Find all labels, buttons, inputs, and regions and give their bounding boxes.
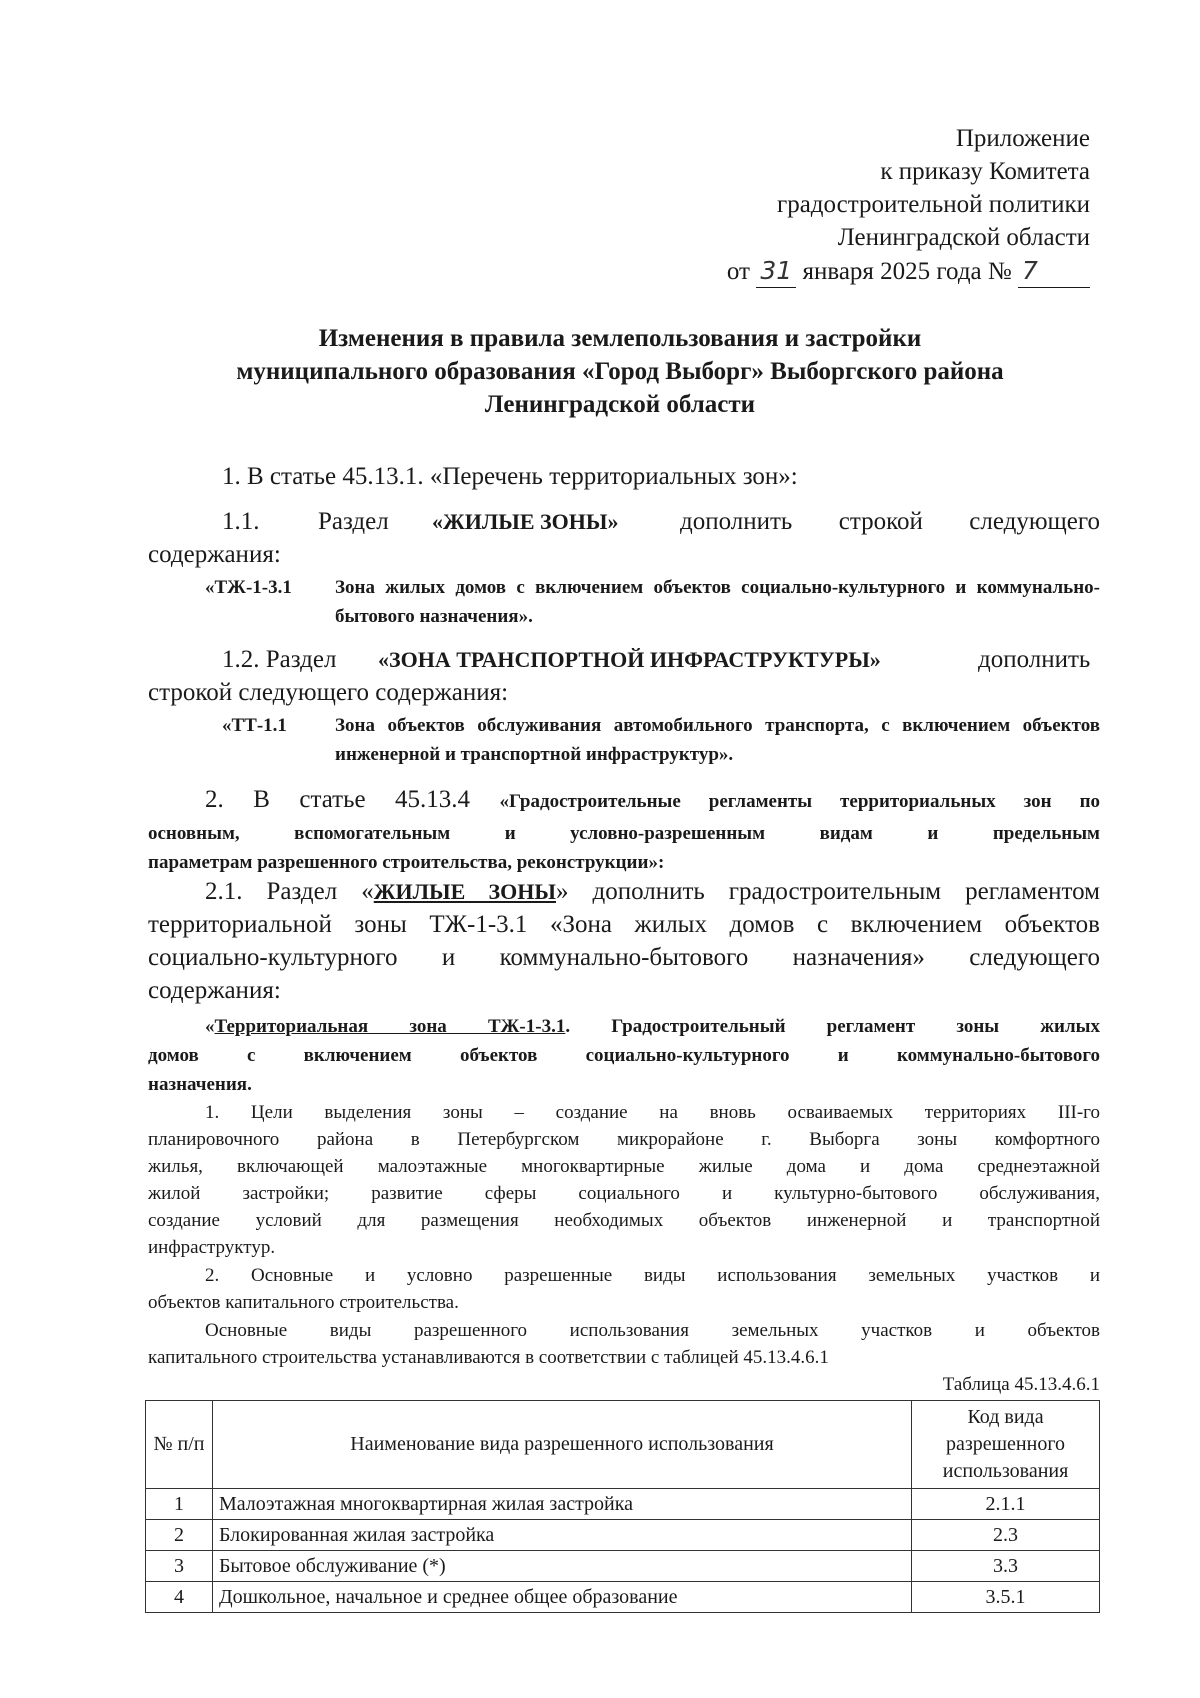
subitem-1-2-rest: дополнить	[978, 646, 1091, 673]
date-prefix: от	[726, 258, 750, 285]
cell-name: Бытовое обслуживание (*)	[212, 1551, 911, 1582]
cell-code: 3.5.1	[912, 1582, 1100, 1613]
cell-number: 3	[146, 1551, 213, 1582]
zone-description: Зона жилых домов с включением объектов социально-культурного и коммунально-бытового назначения».	[335, 577, 1100, 627]
para-1-line: жилья, включающей малоэтажные многоквартирные жилые дома и дома среднеэтажной	[148, 1156, 1100, 1177]
date-rest: января 2025 года №	[802, 258, 1012, 285]
cell-name: Блокированная жилая застройка	[212, 1520, 911, 1551]
para-3-line: Основные виды разрешенного использования земельных участков и объектов	[205, 1320, 1100, 1341]
handwritten-day: 31	[756, 254, 796, 288]
annex-line: Приложение	[955, 125, 1090, 152]
subitem-1-1-rest: дополнить строкой следующего	[680, 508, 1100, 535]
annex-block	[727, 122, 1090, 288]
table-caption: Таблица 45.13.4.6.1	[942, 1374, 1100, 1395]
cell-name: Малоэтажная многоквартирная жилая застройка	[212, 1489, 911, 1520]
para-1-line: планировочного района в Петербургском микрорайоне г. Выборга зоны комфортного	[148, 1129, 1100, 1150]
regulation-heading-line2: домов с включением объектов социально-культурного и коммунально-бытового	[148, 1045, 1100, 1066]
item-2-start: 2. В статье 45.13.4	[205, 786, 471, 813]
regulation-heading-rest: . Градостроительный регламент зоны жилых	[565, 1016, 1100, 1037]
subitem-1-2-line2: строкой следующего содержания:	[148, 679, 509, 706]
zone-entry-tt	[222, 711, 1100, 771]
handwritten-order-number: 7	[1018, 254, 1090, 288]
subitem-2-1-line3: социально-культурного и коммунально-бытового назначения» следующего	[148, 944, 1100, 971]
regulation-zone-name: Территориальная зона ТЖ-1-3.1	[214, 1016, 566, 1037]
zone-entry-tzh	[205, 573, 1100, 633]
title-line: Ленинградской области	[484, 391, 756, 418]
subitem-2-1-post: » дополнить градостроительным регламентом	[555, 878, 1100, 905]
subitem-1-1-word: Раздел	[318, 508, 389, 535]
subitem-2-1-pre: 2.1. Раздел «	[205, 878, 374, 905]
cell-code: 2.3	[912, 1520, 1100, 1551]
annex-line: градостроительной политики	[776, 191, 1090, 218]
item-2-line2: основным, вспомогательным и условно-разрешенным видам и предельным	[148, 823, 1100, 844]
annex-line: к приказу Комитета	[880, 158, 1090, 185]
subitem-2-1-line2: территориальной зоны ТЖ-1-3.1 «Зона жилых домов с включением объектов	[148, 911, 1100, 938]
table-row	[146, 1551, 1100, 1582]
subitem-1-2-start: 1.2. Раздел	[222, 646, 337, 673]
cell-number: 2	[146, 1520, 213, 1551]
subitem-2-1-zone: ЖИЛЫЕ ЗОНЫ	[373, 879, 556, 904]
item-2-line3: параметрам разрешенного строительства, реконструкции»:	[148, 852, 665, 873]
regulation-heading-line3: назначения.	[148, 1074, 252, 1095]
item-2-bold-start: «Градостроительные регламенты территориальных зон по	[499, 791, 1101, 812]
para-2-line: 2. Основные и условно разрешенные виды использования земельных участков и	[205, 1265, 1100, 1286]
annex-date-line	[727, 254, 1090, 288]
table-row	[146, 1520, 1100, 1551]
table-row	[146, 1582, 1100, 1613]
header-name: Наименование вида разрешенного использования	[212, 1401, 911, 1489]
subitem-1-1-line2: содержания:	[148, 541, 281, 568]
table-row	[146, 1489, 1100, 1520]
zone-description: Зона объектов обслуживания автомобильного транспорта, с включением объектов инженерной и транспортной инфраструктур».	[335, 715, 1100, 765]
para-1-line: создание условий для размещения необходимых объектов инженерной и транспортной	[148, 1210, 1100, 1231]
cell-code: 3.3	[912, 1551, 1100, 1582]
header-code: Код вида разрешенного использования	[912, 1401, 1100, 1489]
subitem-1-1-zone: «ЖИЛЫЕ ЗОНЫ»	[432, 509, 619, 534]
subitem-1-2-zone: «ЗОНА ТРАНСПОРТНОЙ ИНФРАСТРУКТУРЫ»	[378, 647, 881, 672]
subitem-2-1-line1	[205, 875, 1100, 908]
cell-number: 1	[146, 1489, 213, 1520]
para-2-line: объектов капитального строительства.	[148, 1292, 459, 1313]
annex-line: Ленинградской области	[837, 224, 1090, 251]
cell-number: 4	[146, 1582, 213, 1613]
title-line: Изменения в правила землепользования и застройки	[318, 325, 922, 352]
para-1-line: жилой застройки; развитие сферы социального и культурно-бытового обслуживания,	[148, 1183, 1100, 1204]
quote-mark: «	[205, 1016, 215, 1037]
cell-name: Дошкольное, начальное и среднее общее образование	[212, 1582, 911, 1613]
zone-code: «ТТ-1.1	[222, 715, 287, 736]
land-use-table	[145, 1400, 1100, 1613]
table-header-row	[146, 1401, 1100, 1489]
regulation-heading-line1	[205, 1012, 1100, 1041]
subitem-2-1-line4: содержания:	[148, 977, 281, 1004]
document-title	[150, 322, 1090, 421]
item-1-heading: 1. В статье 45.13.1. «Перечень территориальных зон»:	[222, 463, 798, 490]
subitem-1-1-number: 1.1.	[222, 508, 260, 535]
para-1-line: 1. Цели выделения зоны – создание на вновь осваиваемых территориях III-го	[205, 1102, 1100, 1123]
title-line: муниципального образования «Город Выборг» Выборгского района	[236, 358, 1004, 385]
header-number: № п/п	[146, 1401, 213, 1489]
para-1-line: инфраструктур.	[148, 1237, 276, 1258]
cell-code: 2.1.1	[912, 1489, 1100, 1520]
item-2-line1	[205, 783, 1100, 818]
zone-code: «ТЖ-1-3.1	[205, 577, 292, 598]
para-3-line: капитального строительства устанавливаются в соответствии с таблицей 45.13.4.6.1	[148, 1347, 829, 1368]
